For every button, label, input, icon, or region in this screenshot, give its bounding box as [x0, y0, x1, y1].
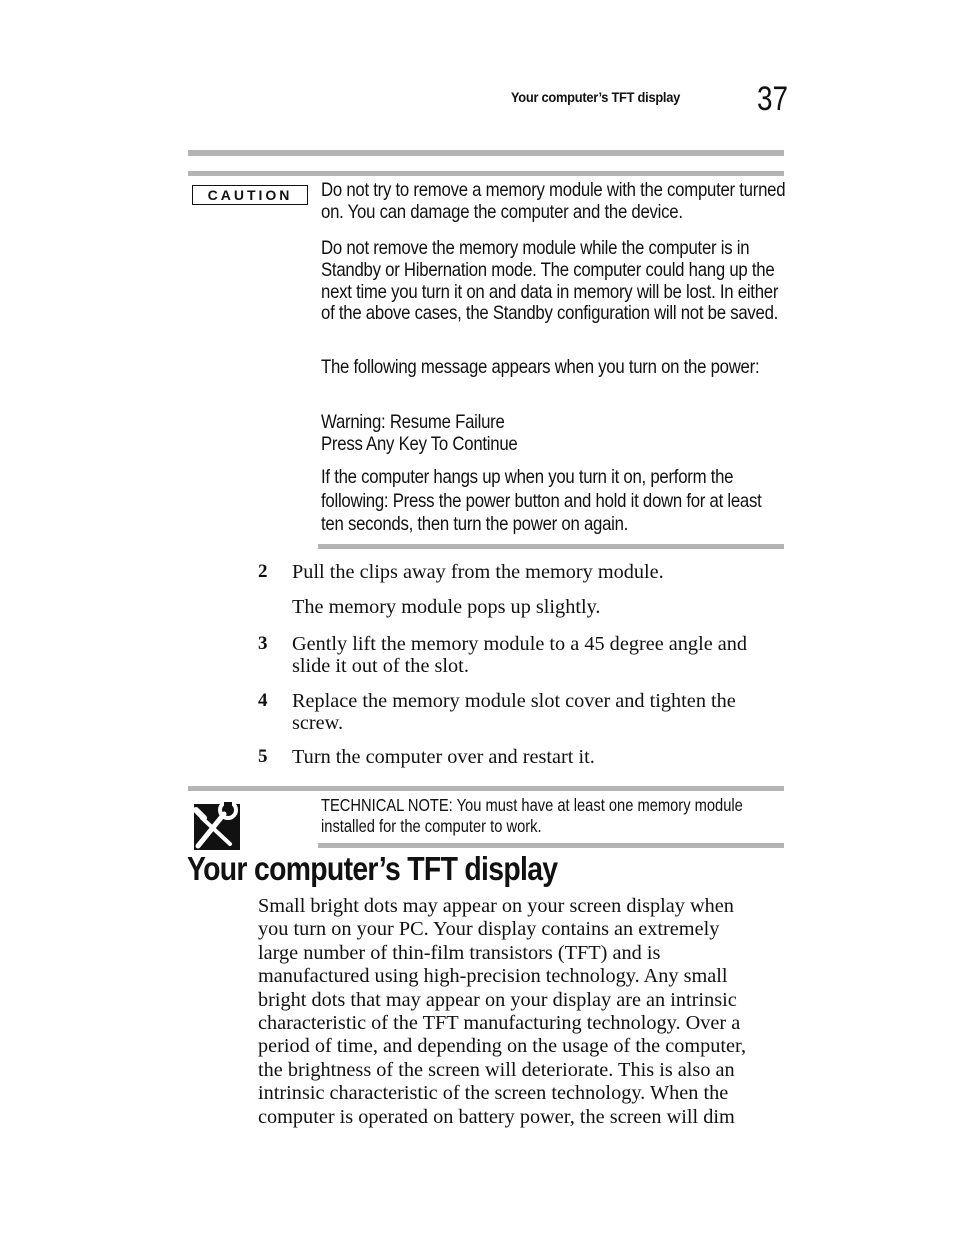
caution-paragraph-2: Do not remove the memory module while the computer is in Standby or Hibernation mode. The computer could hang up the next time you turn it on and data in memory will be lost. In either of the above cases, the Standby configuration will not be saved. [321, 237, 779, 325]
page-number: 37 [756, 80, 788, 118]
running-header: Your computer’s TFT display [510, 89, 680, 105]
step-text-4: Replace the memory module slot cover and tighten the screw. [292, 690, 736, 735]
section-title: Your computer’s TFT display [187, 850, 558, 887]
caution-paragraph-1: Do not try to remove a memory module with the computer turned on. You can damage the computer and the device. [321, 179, 786, 223]
message-line-2: Press Any Key To Continue [321, 432, 518, 455]
section-body: Small bright dots may appear on your screen display when you turn on your PC. Your display contains an extremely large number of thin-film transistors (TFT) and is manufactured using high-precision technology. Any small bright dots that may appear on your display are an intrinsic characteristic of the TFT manufacturing technology. Over a period of time, and depending on the usage of the computer, the brightness of the screen will deteriorate. This is also an intrinsic characteristic of the screen technology. When the computer is operated on battery power, the screen will dim [258, 895, 747, 1128]
caution-label: CAUTION [192, 185, 308, 205]
caution-paragraph-4: If the computer hangs up when you turn it on, perform the following: Press the power button and hold it down for at least ten seconds, then turn the power on again. [321, 466, 762, 535]
message-line-1: Warning: Resume Failure [321, 411, 505, 433]
wrench-screwdriver-icon [190, 800, 240, 850]
step-text-2: Pull the clips away from the memory module. [292, 561, 664, 583]
step-followup-2: The memory module pops up slightly. [292, 596, 601, 618]
step-number-4: 4 [258, 690, 268, 711]
caution-top-rule [188, 171, 784, 176]
step-text-5: Turn the computer over and restart it. [292, 746, 595, 768]
caution-paragraph-3: The following message appears when you turn on the power: [321, 356, 760, 378]
caution-bottom-rule [318, 544, 784, 549]
step-number-2: 2 [258, 561, 268, 582]
caution-message [321, 412, 785, 456]
header-rule [188, 150, 784, 156]
technical-note-text: TECHNICAL NOTE: You must have at least one memory module installed for the computer to work. [321, 795, 743, 836]
step-number-5: 5 [258, 746, 268, 767]
step-text-3: Gently lift the memory module to a 45 degree angle and slide it out of the slot. [292, 633, 748, 678]
tech-note-top-rule [188, 786, 784, 791]
tech-note-bottom-rule [318, 843, 784, 848]
step-number-3: 3 [258, 633, 268, 654]
